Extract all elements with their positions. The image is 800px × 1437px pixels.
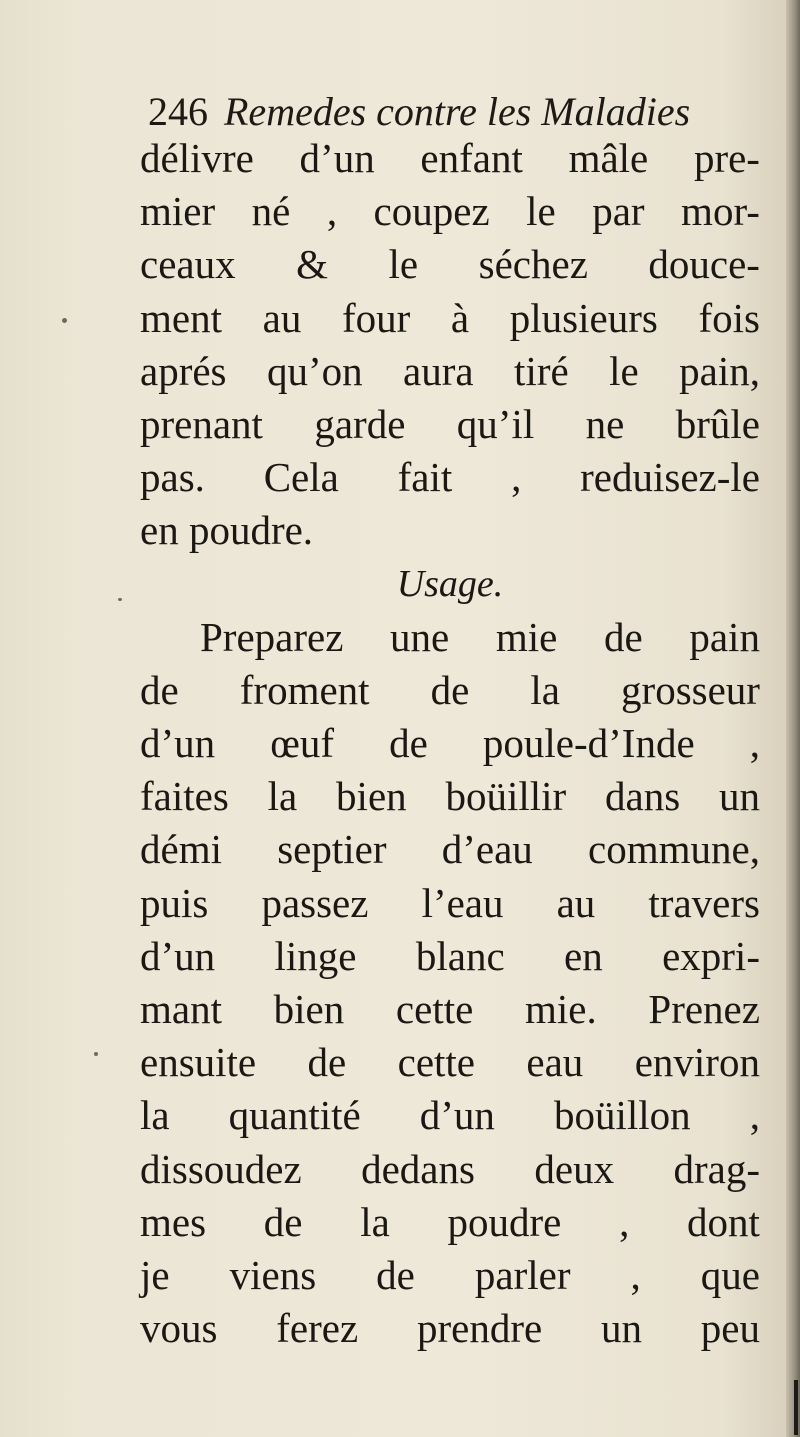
word: bien	[336, 773, 407, 820]
word: la	[267, 773, 298, 820]
word: que	[700, 1251, 760, 1298]
word: froment	[239, 666, 370, 713]
paper-speck	[62, 318, 67, 323]
word: pain,	[679, 347, 760, 394]
word: linge	[274, 932, 357, 979]
word: de	[604, 613, 643, 660]
text-line	[140, 823, 760, 876]
word: ,	[619, 1198, 630, 1245]
word: qu’il	[456, 400, 535, 447]
word: pre-	[693, 135, 760, 181]
word: le	[388, 241, 419, 288]
word: travers	[648, 879, 760, 926]
word: dissoudez	[140, 1145, 302, 1192]
word: viens	[229, 1251, 317, 1298]
word: parler	[474, 1251, 571, 1298]
word: vous	[140, 1305, 218, 1352]
word: faites	[140, 773, 229, 820]
word: je	[140, 1251, 170, 1298]
word: plusieurs	[509, 294, 658, 341]
word: commune,	[588, 826, 760, 873]
text-line: en poudre.	[140, 507, 314, 554]
word: poule-d’Inde	[482, 720, 695, 767]
word: pain	[689, 613, 760, 660]
word: fait	[397, 454, 453, 501]
text-line	[140, 451, 760, 504]
text-line	[140, 770, 760, 823]
word: la	[360, 1198, 390, 1245]
word: d’un	[299, 135, 375, 181]
word: eau	[526, 1039, 584, 1086]
word: mier	[140, 188, 216, 235]
text-line	[140, 345, 760, 398]
word: brûle	[675, 400, 760, 447]
text-line	[140, 1143, 760, 1196]
word: mant	[140, 986, 222, 1032]
word: coupez	[373, 188, 490, 235]
word: douce-	[648, 241, 760, 288]
running-title: Remedes contre les Maladies	[224, 89, 691, 134]
word: fois	[698, 294, 760, 341]
word: séchez	[478, 241, 588, 288]
word: puis	[140, 879, 209, 926]
word: œuf	[270, 720, 335, 767]
word: de	[140, 666, 179, 713]
word: grosseur	[621, 666, 760, 713]
word: Cela	[263, 454, 339, 501]
word: mor-	[681, 188, 760, 235]
word: peu	[700, 1305, 760, 1352]
paper-speck	[118, 598, 122, 601]
word: en	[564, 932, 603, 979]
running-header	[148, 88, 758, 138]
word: le	[526, 188, 556, 235]
word: ,	[630, 1251, 641, 1298]
word: drag-	[673, 1145, 760, 1192]
word: prendre	[416, 1305, 543, 1352]
word: dont	[687, 1198, 760, 1245]
word: d’un	[140, 720, 216, 767]
edge-mark	[794, 1380, 798, 1435]
word: Preparez	[200, 613, 344, 660]
word: de	[263, 1198, 303, 1245]
word: aprés	[140, 347, 227, 394]
text-line	[140, 238, 760, 291]
text-line	[140, 983, 760, 1036]
word: au	[262, 294, 302, 341]
word: ,	[749, 1092, 760, 1139]
word: prenant	[140, 400, 263, 447]
word: boüillir	[445, 773, 567, 820]
word: mâle	[568, 135, 649, 181]
word: de	[389, 720, 428, 767]
word: qu’on	[266, 347, 363, 394]
word: aura	[403, 347, 474, 394]
word: à	[450, 294, 470, 341]
word: Prenez	[648, 986, 760, 1032]
word: ensuite	[140, 1039, 257, 1086]
word: bien	[273, 986, 345, 1032]
word: mie	[495, 613, 558, 660]
text-line	[140, 132, 760, 185]
text-line	[140, 292, 760, 345]
word: ment	[140, 294, 222, 341]
word: le	[609, 347, 639, 394]
word: boüillon	[553, 1092, 691, 1139]
word: septier	[277, 826, 387, 873]
word: d’eau	[441, 826, 533, 873]
word: au	[556, 879, 596, 926]
word: délivre	[140, 135, 254, 181]
word: démi	[140, 826, 222, 873]
word: four	[341, 294, 411, 341]
word: cette	[397, 1039, 476, 1086]
text-line	[140, 1089, 760, 1142]
text-line	[140, 185, 760, 238]
word: par	[592, 188, 645, 235]
text-line	[140, 1302, 760, 1355]
word: une	[390, 613, 450, 660]
word: ne	[585, 400, 625, 447]
word: blanc	[415, 932, 505, 979]
text-line	[140, 930, 760, 983]
text-line	[140, 611, 760, 664]
text-line	[140, 1036, 760, 1089]
text-line	[140, 398, 760, 451]
word: cette	[395, 986, 474, 1032]
section-title: Usage.	[396, 562, 504, 605]
page-body	[140, 132, 760, 1355]
paper-speck	[94, 1052, 98, 1056]
word: dedans	[361, 1145, 475, 1192]
text-line	[140, 877, 760, 930]
word: un	[600, 1305, 642, 1352]
word: passez	[261, 879, 369, 926]
text-line	[140, 664, 760, 717]
word: d’un	[419, 1092, 495, 1139]
word: de	[376, 1251, 415, 1298]
word: l’eau	[421, 879, 504, 926]
word: d’un	[140, 932, 216, 979]
word: expri-	[662, 932, 760, 979]
word: tiré	[514, 347, 569, 394]
word: dans	[605, 773, 681, 820]
page-number: 246	[148, 89, 208, 134]
word: ferez	[276, 1305, 359, 1352]
word: garde	[314, 400, 406, 447]
word: la	[530, 666, 560, 713]
word: quantité	[228, 1092, 361, 1139]
word: de	[430, 666, 470, 713]
page-gutter	[786, 0, 800, 1437]
word: la	[140, 1092, 170, 1139]
word: environ	[634, 1039, 760, 1086]
word: mie.	[524, 986, 597, 1032]
text-line	[140, 717, 760, 770]
word: poudre	[447, 1198, 562, 1245]
word: pas.	[140, 454, 205, 501]
word: de	[307, 1039, 347, 1086]
word: né	[251, 188, 291, 235]
word: deux	[534, 1145, 615, 1192]
word: &	[296, 241, 329, 288]
word: un	[719, 773, 760, 820]
word: ,	[326, 188, 338, 235]
text-line	[140, 1196, 760, 1249]
word: ceaux	[140, 241, 236, 288]
word: ,	[511, 454, 522, 501]
word: reduisez-le	[580, 454, 760, 501]
word: enfant	[420, 135, 523, 181]
word: mes	[140, 1198, 207, 1245]
word: ,	[749, 720, 760, 767]
text-line	[140, 1249, 760, 1302]
